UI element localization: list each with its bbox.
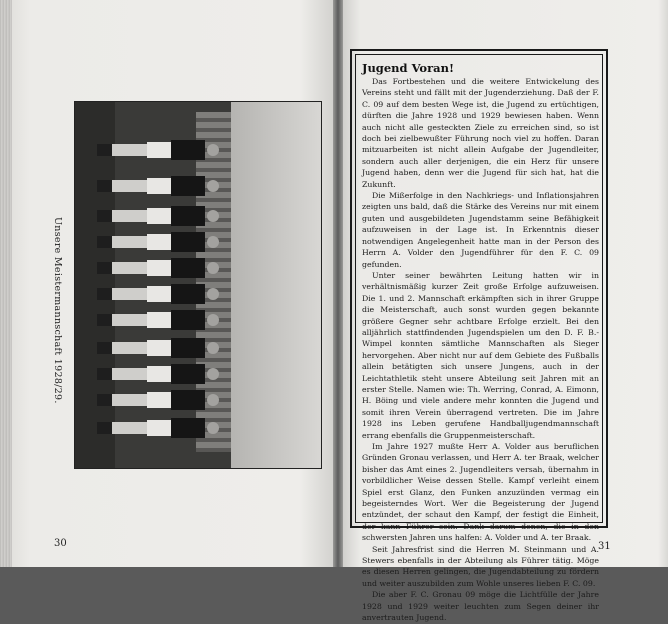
player-figure: [97, 284, 247, 304]
page-number-right: 31: [598, 541, 611, 552]
player-figure: [97, 390, 247, 410]
page-number-left: 30: [54, 538, 67, 549]
player-figure: [97, 140, 247, 160]
player-figure: [97, 310, 247, 330]
team-photo: [74, 101, 322, 469]
player-figure: [97, 418, 247, 438]
player-figure: [97, 176, 247, 196]
article-paragraph: Unter seiner bewährten Leitung hatten wir in verhältnismäßig kurzer Zeit große Erfolge aufzuweisen. Die 1. und 2. Mannschaft erkämpften sich in ihrer Gruppe die Meisterschaft, auch sonst wurden gegen bekannte größere Gegner sehr achtbare Erfolge erzielt. Bei den alljährlich stattfindenden Jugendspielen um den D. F. B.-Wimpel konnten sämtliche Mannschaften als Sieger hervorgehen. Aber nicht nur auf dem Gebiete des Fußballs allein betätigten sich unsere Jungens, auch in der Leichtathletik steht unsere Abteilung seit Jahren mit an erster Stelle. Namen wie: Th. Werring, Conrad, A. Eimonn, H. Böing und viele andere mehr konnten die Jugend und somit ihren Verein überragend vertreten. Die im Jahre 1928 ins Leben gerufene Handballjugendmannschaft errang ebenfalls die Gruppenmeisterschaft.: [362, 270, 599, 440]
article-title: Jugend Voran!: [362, 61, 455, 75]
book-gutter: [333, 0, 343, 567]
article-paragraph: Seit Jahresfrist sind die Herren M. Steinmann und A. Stewers ebenfalls in der Abteilung als Führer tätig. Möge es diesen Herren gelingen, die Jugendabteilung zu fördern und weiter auszubilden zum Wohle unseres lieben F. C. 09.: [362, 544, 599, 588]
article-paragraph: Die Mißerfolge in den Nachkriegs- und Inflationsjahren zeigten uns bald, daß die Stärke des Vereins nur mit einem guten und ausgebildeten Jugendstamm seine Befähigkeit aufzuweisen in der Lage ist. In Erkenntnis dieser notwendigen Angelegenheit hatte man in der Person des Herrn A. Volder den Jugendführer für den F. C. 09 gefunden.: [362, 191, 599, 269]
player-figure: [97, 206, 247, 226]
article-paragraph: Das Fortbestehen und die weitere Entwickelung des Vereins steht und fällt mit der Jugenderziehung. Daß der F. C. 09 auf dem besten Wege ist, die Jugend zu ertüchtigen, dürften die Jahre 1928 und 1929 bewiesen haben. Wenn auch nicht alle gesteckten Ziele zu erreichen sind, so ist doch bei zielbewußter Führung noch viel zu hoffen. Daran mitzuarbeiten ist nicht allein Aufgabe der Jugendleiter, sondern auch aller derjenigen, die ein Herz für unsere Jugend haben, denn wer die Jugend für sich hat, hat die Zukunft.: [362, 77, 599, 189]
player-figure: [97, 364, 247, 384]
photo-caption: Unsere Meistermannschaft 1928/29.: [52, 217, 63, 404]
player-figure: [97, 258, 247, 278]
player-figure: [97, 232, 247, 252]
player-figure: [97, 338, 247, 358]
page-edge: [0, 0, 12, 567]
article-paragraph: Im Jahre 1927 mußte Herr A. Volder aus beruflichen Gründen Gronau verlassen, und Herr A. ter Braak, welcher bisher das Amt eines 2. Jugendleiters versah, übernahm in vorbildlicher Weise dessen Stelle. Kampf verleiht einem Spiel erst Glanz, den Funken anzuzünden vermag ein begeisterndes Wort. Wer die Begeisterung der Jugend entzündet, der schaut den Kampf, der festigt die Einheit, der kann Führer sein. Dank darum denen, die in den schwersten Jahren uns halfen: A. Volder und A. ter Braak.: [362, 442, 599, 543]
article-paragraph: Die aber F. C. Gronau 09 möge die Lichtfülle der Jahre 1928 und 1929 weiter leuchten zum Segen deiner ihr anvertrauten Jugend.: [362, 590, 599, 623]
